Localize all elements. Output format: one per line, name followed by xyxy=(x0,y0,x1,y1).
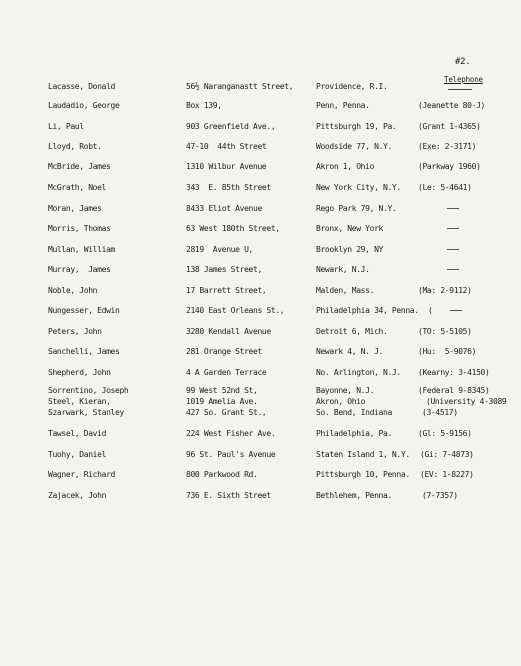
telephone-blank-dash xyxy=(447,269,459,270)
entry-city: Pittsburgh 19, Pa. xyxy=(316,122,397,131)
entry-name: McGrath, Noel xyxy=(48,183,107,192)
entry-city: Bethlehem, Penna. xyxy=(316,491,392,500)
entry-city: Detroit 6, Mich. xyxy=(316,327,388,336)
entry-address: 138 James Street, xyxy=(186,265,262,274)
entry-name: Noble, John xyxy=(48,286,98,295)
entry-telephone: (Exe: 2-3171) xyxy=(418,142,477,151)
entry-address: 8433 Eliot Avenue xyxy=(186,204,262,213)
entry-name: Mullan, William xyxy=(48,245,115,254)
entry-city: Woodside 77, N.Y. xyxy=(316,142,392,151)
entry-name: Peters, John xyxy=(48,327,102,336)
entry-telephone: ( xyxy=(428,306,433,315)
entry-name: Moran, James xyxy=(48,204,102,213)
entry-address: 1019 Amelia Ave. xyxy=(186,397,258,406)
entry-telephone: (Gi: 7-4873) xyxy=(420,450,474,459)
entry-city: Brooklyn 29, NY xyxy=(316,245,383,254)
entry-name: Sorrentino, Joseph xyxy=(48,386,129,395)
entry-name: Tuohy, Daniel xyxy=(48,450,107,459)
entry-address: Box 139, xyxy=(186,101,222,110)
entry-name: Morris, Thomas xyxy=(48,224,111,233)
entry-address: 224 West Fisher Ave. xyxy=(186,429,276,438)
entry-address: 2819 Avenue U, xyxy=(186,245,253,254)
entry-name: Sanchelli, James xyxy=(48,347,120,356)
entry-telephone: (3-4517) xyxy=(422,408,458,417)
entry-city: Bronx, New York xyxy=(316,224,383,233)
entry-city: Pittsburgh 10, Penna. xyxy=(316,470,410,479)
entry-address: 281 Orange Street xyxy=(186,347,262,356)
entry-address: 99 West 52nd St, xyxy=(186,386,258,395)
entry-telephone: (University 4-3089 xyxy=(426,397,507,406)
entry-name: Murray, James xyxy=(48,265,111,274)
entry-address: 800 Parkwood Rd. xyxy=(186,470,258,479)
entry-city: Newark 4, N. J. xyxy=(316,347,383,356)
entry-city: Penn, Penna. xyxy=(316,101,370,110)
entry-telephone: (Grant 1-4365) xyxy=(418,122,481,131)
entry-city: So. Bend, Indiana xyxy=(316,408,392,417)
entry-city: Rego Park 79, N.Y. xyxy=(316,204,397,213)
entry-telephone: (Le: 5-4641) xyxy=(418,183,472,192)
entry-city: New York City, N.Y. xyxy=(316,183,401,192)
entry-telephone: (Kearny: 3-4150) xyxy=(418,368,490,377)
entry-city: Philadelphia, Pa. xyxy=(316,429,392,438)
entry-telephone: (Hu: 5-9076) xyxy=(418,347,477,356)
entry-name: Zajacek, John xyxy=(48,491,107,500)
entry-address: 1310 Wilbur Avenue xyxy=(186,162,267,171)
page-number: #2. xyxy=(455,57,471,67)
entry-address: 3280 Kendall Avenue xyxy=(186,327,271,336)
entry-address: 4 A Garden Terrace xyxy=(186,368,267,377)
entry-city: Philadelphia 34, Penna. xyxy=(316,306,419,315)
entry-address: 63 West 180th Street, xyxy=(186,224,280,233)
entry-name: McBride, James xyxy=(48,162,111,171)
entry-address: 736 E. Sixth Street xyxy=(186,491,271,500)
entry-telephone: (7-7357) xyxy=(422,491,458,500)
entry-telephone: (Ma: 2-9112) xyxy=(418,286,472,295)
entry-name: Tawsel, David xyxy=(48,429,107,438)
entry-telephone: (Parkway 1960) xyxy=(418,162,481,171)
entry-city: Newark, N.J. xyxy=(316,265,370,274)
telephone-blank-dash xyxy=(450,310,462,311)
entry-name: Nungesser, Edwin xyxy=(48,306,120,315)
entry-city: Akron, Ohio xyxy=(316,397,366,406)
entry-telephone: (EV: 1-8227) xyxy=(420,470,474,479)
entry-name: Shepherd, John xyxy=(48,368,111,377)
entry-address: 2140 East Orleans St., xyxy=(186,306,285,315)
entry-address: 96 St. Paul's Avenue xyxy=(186,450,276,459)
entry-city: No. Arlington, N.J. xyxy=(316,368,401,377)
entry-telephone: (Gl: 5-9156) xyxy=(418,429,472,438)
entry-city: Akron 1, Ohio xyxy=(316,162,375,171)
entry-name: Wagner, Richard xyxy=(48,470,115,479)
entry-telephone: (TO: 5-5105) xyxy=(418,327,472,336)
header-underline xyxy=(448,89,472,90)
entry-address: 427 So. Grant St., xyxy=(186,408,267,417)
entry-telephone: (Jeanette 80-J) xyxy=(418,101,485,110)
telephone-blank-dash xyxy=(447,228,459,229)
entry-name: Szarwark, Stanley xyxy=(48,408,124,417)
entry-name: Steel, Kieran, xyxy=(48,397,111,406)
entry-name: Li, Paul xyxy=(48,122,84,131)
entry-address: 17 Barrett Street, xyxy=(186,286,267,295)
entry-address: 56½ Naranganastt Street, xyxy=(186,82,294,91)
entry-address: 343 E. 85th Street xyxy=(186,183,271,192)
entry-address: 47-10 44th Street xyxy=(186,142,267,151)
telephone-blank-dash xyxy=(447,249,459,250)
entry-name: Lacasse, Donald xyxy=(48,82,115,91)
telephone-blank-dash xyxy=(447,208,459,209)
entry-city: Providence, R.I. xyxy=(316,82,388,91)
entry-name: Laudadio, George xyxy=(48,101,120,110)
entry-city: Staten Island 1, N.Y. xyxy=(316,450,410,459)
telephone-column-header: Telephone xyxy=(444,75,483,84)
entry-address: 903 Greenfield Ave., xyxy=(186,122,276,131)
entry-name: Lloyd, Robt. xyxy=(48,142,102,151)
entry-city: Bayonne, N.J. xyxy=(316,386,375,395)
entry-city: Malden, Mass. xyxy=(316,286,375,295)
entry-telephone: (Federal 9-8345) xyxy=(418,386,490,395)
